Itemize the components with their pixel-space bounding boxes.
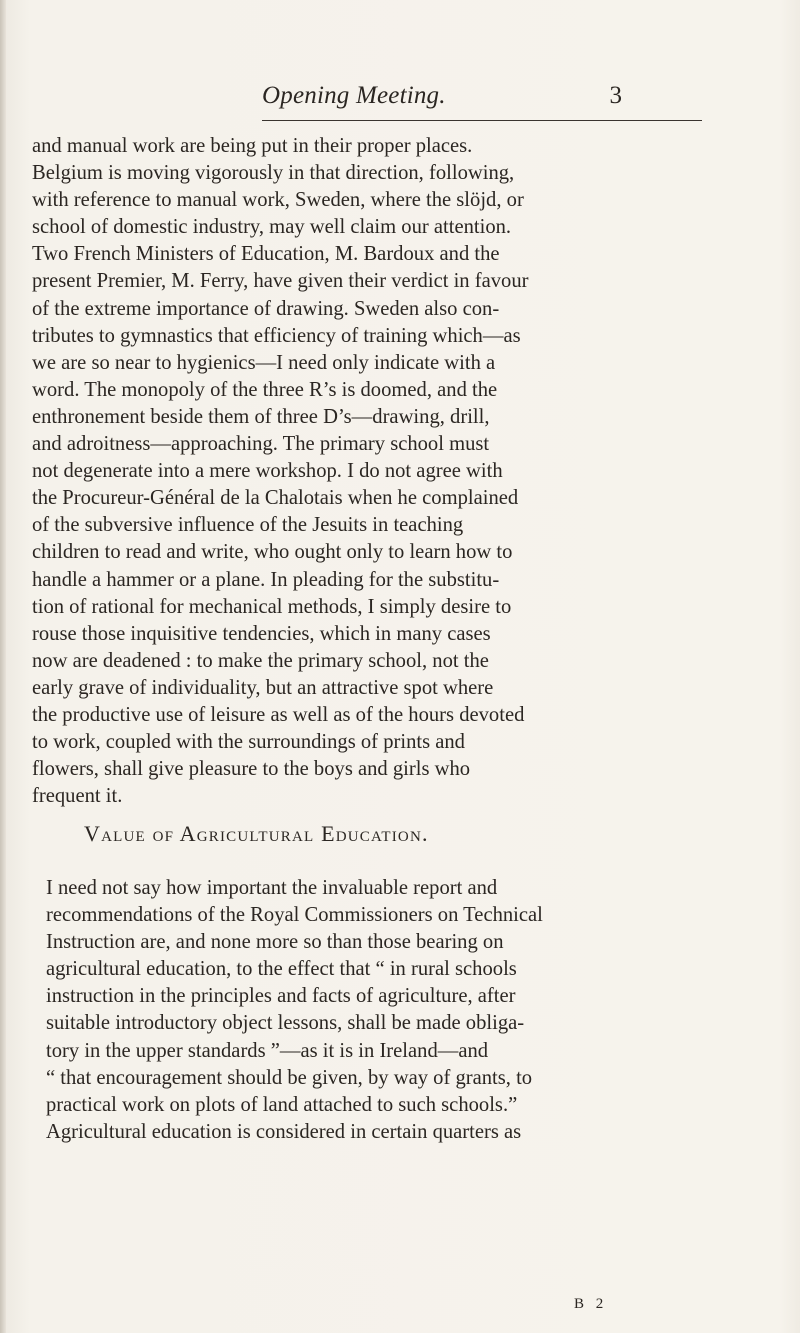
text-line: to work, coupled with the surroundings of prints and	[32, 731, 465, 754]
text-line: I need not say how important the invaluable report and	[46, 877, 498, 899]
text-line: tion of rational for mechanical methods, I simply desire to	[32, 595, 512, 618]
text-line: enthronement beside them of three D’s—drawing, drill,	[32, 405, 490, 428]
text-line: of the subversive influence of the Jesuits in teaching	[32, 514, 464, 537]
text-line: tributes to gymnastics that efficiency of training which—as	[32, 324, 521, 347]
text-line: and manual work are being put in their proper places.	[32, 135, 473, 157]
paragraph-1	[32, 133, 712, 810]
text-line: Agricultural education is considered in certain quarters as	[46, 1120, 522, 1143]
text-line: of the extreme importance of drawing. Sweden also con-	[32, 297, 500, 320]
text-line: early grave of individuality, but an attractive spot where	[32, 676, 494, 699]
page-number: 3	[609, 82, 622, 109]
text-line: handle a hammer or a plane. In pleading for the substitu-	[32, 568, 500, 591]
signature-mark: B 2	[574, 1296, 608, 1312]
text-line: instruction in the principles and facts of agriculture, after	[46, 985, 516, 1008]
text-line: we are so near to hygienics—I need only indicate with a	[32, 351, 496, 374]
text-line: practical work on plots of land attached to such schools.”	[46, 1093, 518, 1116]
text-line: word. The monopoly of the three R’s is doomed, and the	[32, 378, 498, 401]
section-heading: Value of Agricultural Education.	[84, 821, 429, 846]
text-line: frequent it.	[32, 785, 123, 808]
page-header	[262, 82, 622, 116]
binding-edge	[0, 0, 6, 1333]
text-line: rouse those inquisitive tendencies, which in many cases	[32, 622, 491, 645]
text-line: Two French Ministers of Education, M. Bardoux and the	[32, 243, 500, 266]
text-line: recommendations of the Royal Commissioners on Technical	[46, 904, 543, 927]
paragraph-2	[32, 875, 712, 1146]
text-line: Instruction are, and none more so than those bearing on	[46, 931, 504, 954]
running-head: Opening Meeting.	[262, 82, 446, 109]
text-line: the Procureur-Général de la Chalotais when he complained	[32, 487, 519, 510]
text-line: the productive use of leisure as well as of the hours devoted	[32, 703, 525, 726]
text-line: suitable introductory object lessons, shall be made obliga-	[46, 1012, 525, 1035]
text-line: “ that encouragement should be given, by way of grants, to	[46, 1066, 533, 1089]
text-line: tory in the upper standards ”—as it is in Ireland—and	[46, 1039, 489, 1062]
text-line: agricultural education, to the effect that “ in rural schools	[46, 958, 517, 981]
text-line: school of domestic industry, may well claim our attention.	[32, 216, 512, 239]
text-line: with reference to manual work, Sweden, where the slöjd, or	[32, 189, 524, 212]
text-line: flowers, shall give pleasure to the boys and girls who	[32, 758, 471, 781]
text-line: children to read and write, who ought only to learn how to	[32, 541, 513, 564]
header-rule	[262, 120, 702, 121]
text-line: not degenerate into a mere workshop. I do not agree with	[32, 460, 503, 483]
text-line: Belgium is moving vigorously in that direction, following,	[32, 162, 515, 185]
text-line: present Premier, M. Ferry, have given their verdict in favour	[32, 270, 529, 293]
text-line: and adroitness—approaching. The primary school must	[32, 433, 490, 456]
text-line: now are deadened : to make the primary school, not the	[32, 649, 489, 672]
